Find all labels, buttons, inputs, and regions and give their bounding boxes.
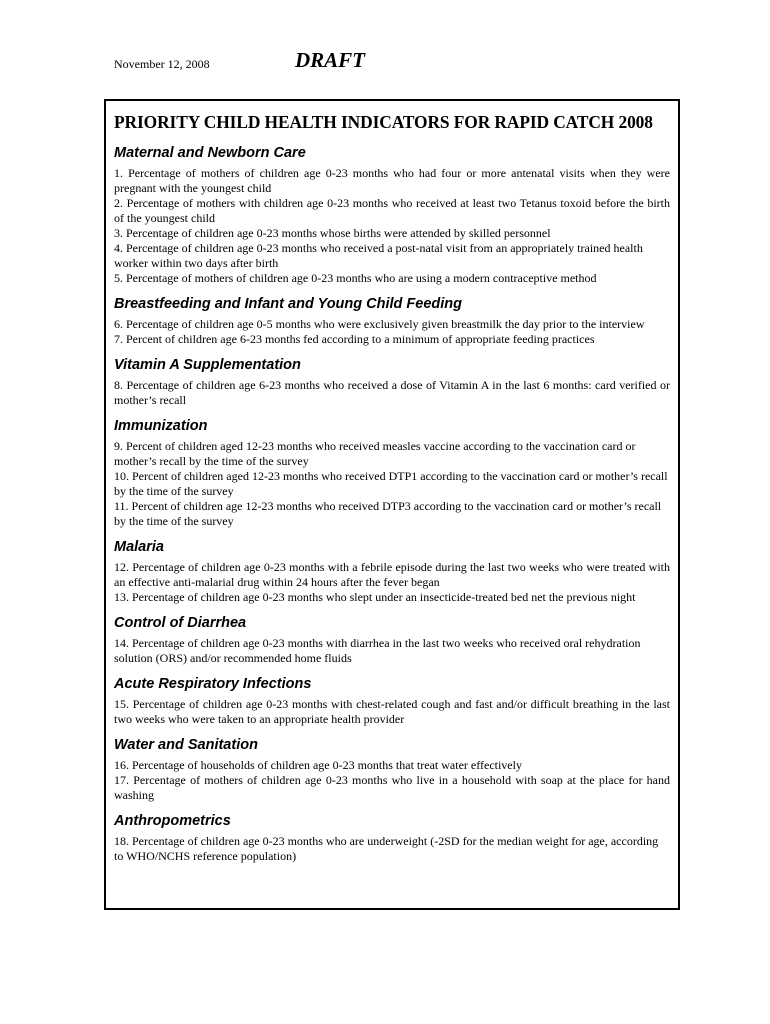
page-header (114, 48, 714, 78)
section-heading: Water and Sanitation (114, 737, 258, 753)
indicator-item: 7. Percent of children age 6-23 months fed according to a minimum of appropriate feeding practices (114, 332, 595, 346)
indicator-item: 5. Percentage of mothers of children age 0-23 months who are using a modern contraceptive method (114, 271, 597, 285)
section-heading: Acute Respiratory Infections (114, 676, 312, 692)
indicator-item: 18. Percentage of children age 0-23 months who are underweight (-2SD for the median weight for age, according to WHO/NCHS reference population) (114, 834, 659, 863)
indicator-item: 16. Percentage of households of children age 0-23 months that treat water effectively (114, 758, 522, 772)
indicator-item: 1. Percentage of mothers of children age 0-23 months who had four or more antenatal visits when they were pregnant with the youngest child (114, 166, 670, 195)
section-water-and-sanitation (114, 737, 670, 803)
section-heading: Maternal and Newborn Care (114, 145, 306, 161)
indicator-item: 8. Percentage of children age 6-23 months who received a dose of Vitamin A in the last 6 months: card verified or mother’s recall (114, 378, 670, 407)
indicator-item: 14. Percentage of children age 0-23 months with diarrhea in the last two weeks who received oral rehydration solution (ORS) and/or recommended home fluids (114, 636, 641, 665)
section-heading: Control of Diarrhea (114, 615, 247, 631)
section-immunization (114, 418, 670, 529)
section-malaria (114, 539, 670, 605)
indicator-item: 4. Percentage of children age 0-23 months who received a post-natal visit from an appropriately trained health worker within two days after birth (114, 241, 643, 270)
section-heading: Breastfeeding and Infant and Young Child Feeding (114, 296, 463, 312)
document-date: November 12, 2008 (114, 57, 210, 71)
section-control-of-diarrhea (114, 615, 670, 666)
section-heading: Vitamin A Supplementation (114, 357, 301, 373)
indicator-item: 3. Percentage of children age 0-23 months whose births were attended by skilled personnel (114, 226, 551, 240)
indicator-item: 6. Percentage of children age 0-5 months who were exclusively given breastmilk the day prior to the interview (114, 317, 645, 331)
section-heading: Immunization (114, 418, 208, 434)
section-breastfeeding (114, 296, 670, 347)
section-heading: Malaria (114, 539, 164, 555)
indicators-box (104, 99, 680, 910)
indicator-item: 9. Percent of children aged 12-23 months who received measles vaccine according to the vaccination card or mother’s recall by the time of the survey (114, 439, 636, 468)
draft-label: DRAFT (295, 48, 366, 72)
indicator-item: 13. Percentage of children age 0-23 months who slept under an insecticide-treated bed net the previous night (114, 590, 636, 604)
section-maternal-newborn-care (114, 145, 670, 286)
indicator-item: 15. Percentage of children age 0-23 months with chest-related cough and fast and/or difficult breathing in the last two weeks who were taken to an appropriate health provider (114, 697, 670, 726)
indicator-item: 10. Percent of children aged 12-23 months who received DTP1 according to the vaccination card or mother’s recall by the time of the survey (114, 469, 668, 498)
page-title: PRIORITY CHILD HEALTH INDICATORS FOR RAPID CATCH 2008 (114, 112, 653, 132)
section-acute-respiratory-infections (114, 676, 670, 727)
indicator-item: 2. Percentage of mothers with children age 0-23 months who received at least two Tetanus toxoid before the birth of the youngest child (114, 196, 670, 225)
indicator-item: 12. Percentage of children age 0-23 months with a febrile episode during the last two weeks who were treated with an effective anti-malarial drug within 24 hours after the fever began (114, 560, 670, 589)
indicator-item: 17. Percentage of mothers of children age 0-23 months who live in a household with soap at the place for hand washing (114, 773, 670, 802)
indicator-item: 11. Percent of children age 12-23 months who received DTP3 according to the vaccination card or mother’s recall by the time of the survey (114, 499, 662, 528)
section-vitamin-a (114, 357, 670, 408)
section-heading: Anthropometrics (114, 813, 231, 829)
section-anthropometrics (114, 813, 670, 864)
